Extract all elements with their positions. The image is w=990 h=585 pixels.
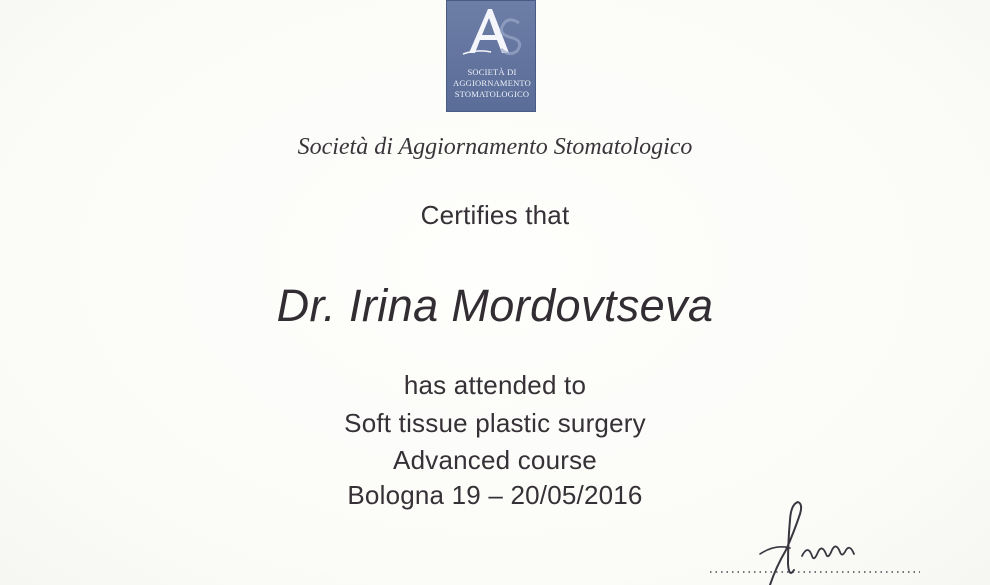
organization-name: Società di Aggiornamento Stomatologico xyxy=(297,134,693,160)
logo-caption xyxy=(447,67,537,100)
course-place-date: Bologna 19 – 20/05/2016 xyxy=(347,480,643,510)
certifies-text: Certifies that xyxy=(420,200,570,230)
signature-icon xyxy=(690,492,950,585)
attended-text: has attended to xyxy=(403,370,587,400)
monogram-icon xyxy=(447,1,537,71)
course-title: Soft tissue plastic surgery xyxy=(344,408,646,438)
society-logo xyxy=(446,0,536,112)
recipient-name: Dr. Irina Mordovtseva xyxy=(276,280,714,331)
logo-line-1: SOCIETÀ DI xyxy=(467,67,517,77)
course-level: Advanced course xyxy=(393,445,597,475)
logo-line-3: STOMATOLOGICO xyxy=(454,89,530,99)
logo-line-2: AGGIORNAMENTO xyxy=(453,78,531,88)
